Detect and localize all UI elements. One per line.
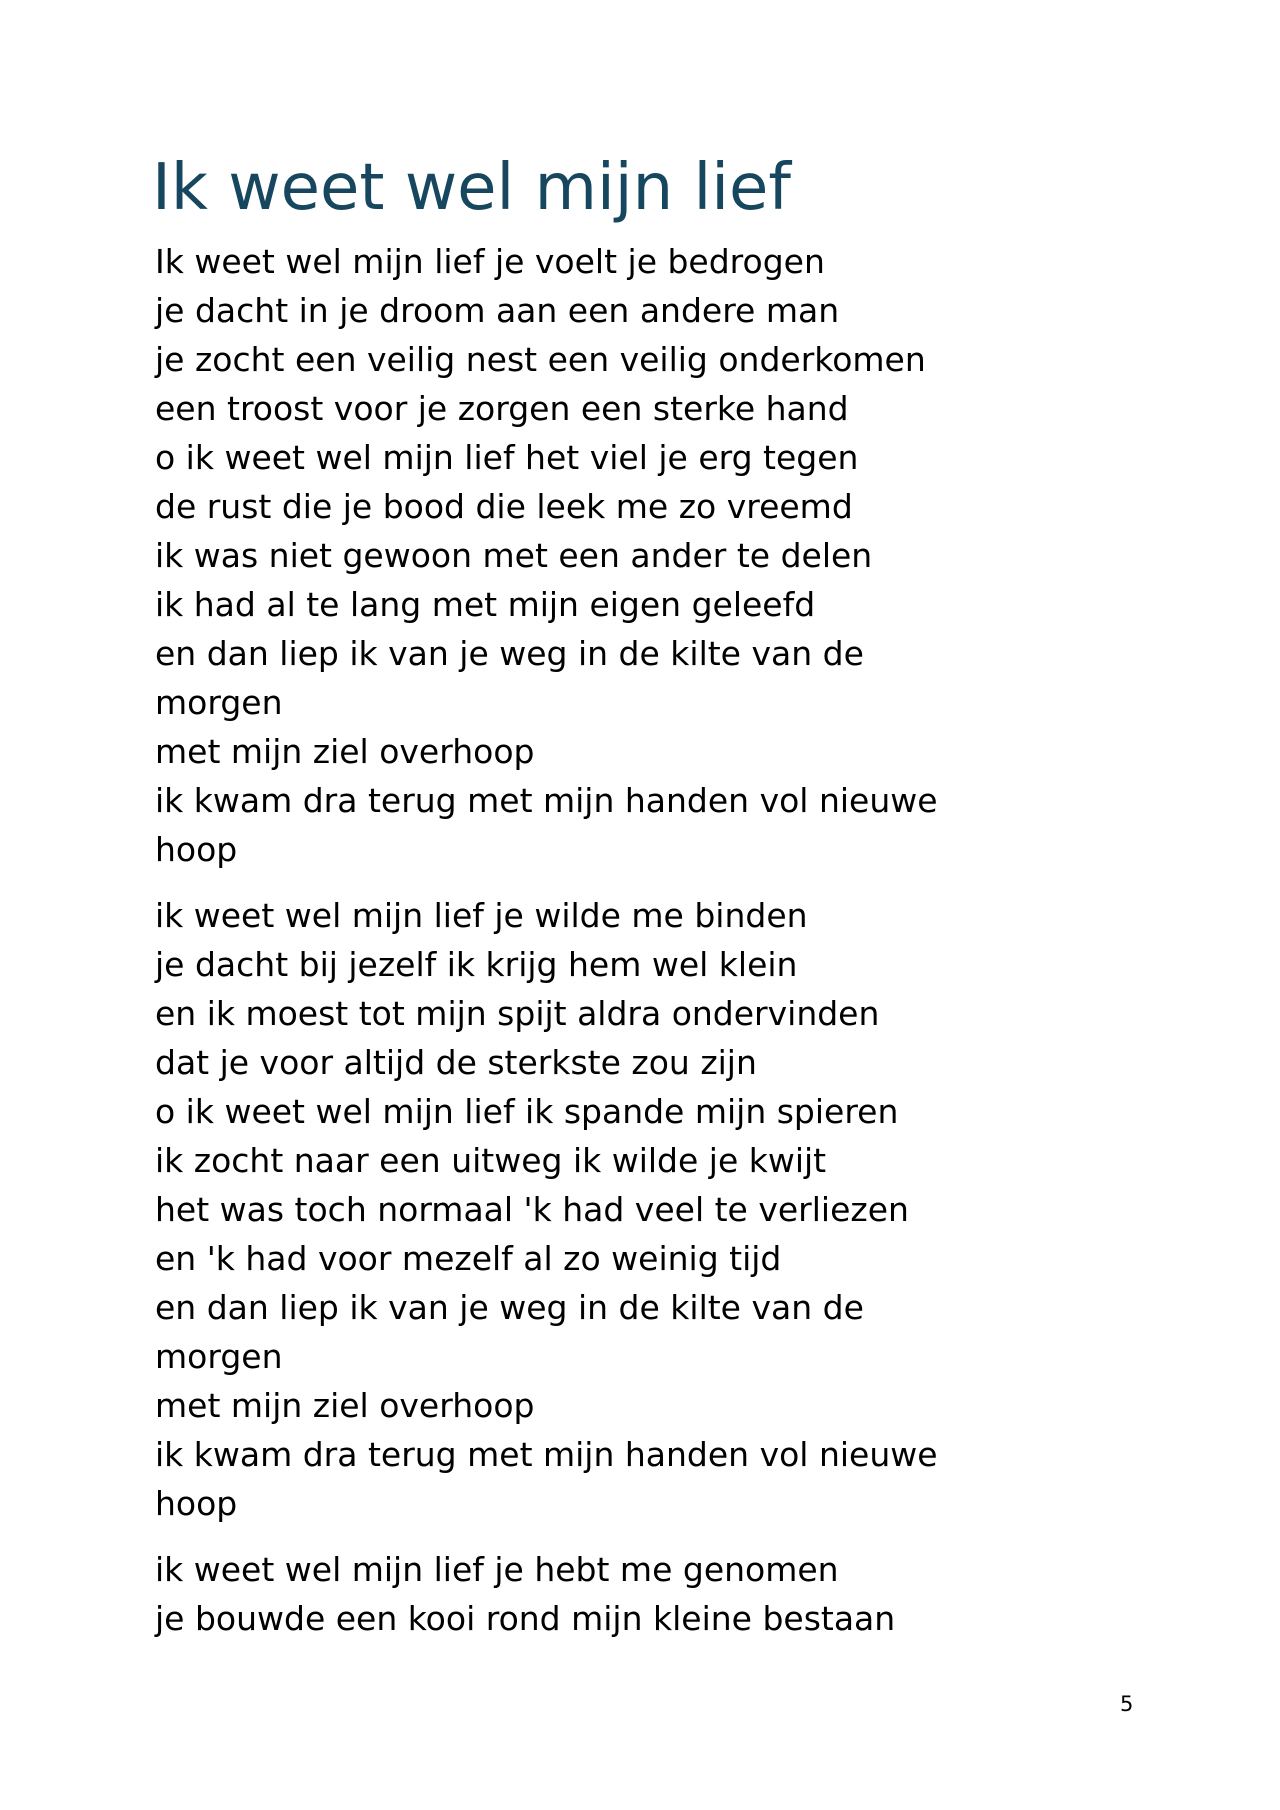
poem-line: ik kwam dra terug met mijn handen vol nieuwe — [155, 1435, 938, 1474]
poem-line: met mijn ziel overhoop — [155, 1386, 535, 1425]
poem-line: je dacht in je droom aan een andere man — [155, 291, 840, 330]
stanza — [155, 237, 938, 874]
poem-line: ik weet wel mijn lief je wilde me binden — [155, 896, 808, 935]
poem-line: hoop — [155, 1484, 238, 1523]
poem-line: en dan liep ik van je weg in de kilte van de — [155, 634, 864, 673]
poem-line: ik kwam dra terug met mijn handen vol nieuwe — [155, 781, 938, 820]
poem-line: je zocht een veilig nest een veilig onderkomen — [155, 340, 926, 379]
poem-line: ik was niet gewoon met een ander te delen — [155, 536, 873, 575]
poem-line: hoop — [155, 830, 238, 869]
poem-title: Ik weet wel mijn lief — [152, 151, 791, 225]
poem-line: met mijn ziel overhoop — [155, 732, 535, 771]
stanza — [155, 891, 938, 1528]
poem-line: o ik weet wel mijn lief ik spande mijn spieren — [155, 1092, 899, 1131]
poem-line: dat je voor altijd de sterkste zou zijn — [155, 1043, 757, 1082]
poem-line: je bouwde een kooi rond mijn kleine bestaan — [155, 1599, 896, 1638]
poem-line: de rust die je bood die leek me zo vreemd — [155, 487, 853, 526]
poem-line: morgen — [155, 683, 283, 722]
poem-line: en ik moest tot mijn spijt aldra ondervinden — [155, 994, 880, 1033]
poem-line: ik weet wel mijn lief je hebt me genomen — [155, 1550, 839, 1589]
poem-line: je dacht bij jezelf ik krijg hem wel klein — [155, 945, 798, 984]
poem-line: en dan liep ik van je weg in de kilte van de — [155, 1288, 864, 1327]
page-number: 5 — [1120, 1692, 1134, 1716]
stanza — [155, 1545, 938, 1643]
poem-line: o ik weet wel mijn lief het viel je erg tegen — [155, 438, 859, 477]
poem-line: en 'k had voor mezelf al zo weinig tijd — [155, 1239, 782, 1278]
poem-line: ik had al te lang met mijn eigen geleefd — [155, 585, 816, 624]
poem-line: morgen — [155, 1337, 283, 1376]
poem-line: een troost voor je zorgen een sterke hand — [155, 389, 849, 428]
poem-line: ik zocht naar een uitweg ik wilde je kwijt — [155, 1141, 827, 1180]
poem-line: Ik weet wel mijn lief je voelt je bedrogen — [155, 242, 825, 281]
poem-body — [155, 237, 938, 1660]
poem-line: het was toch normaal 'k had veel te verliezen — [155, 1190, 909, 1229]
